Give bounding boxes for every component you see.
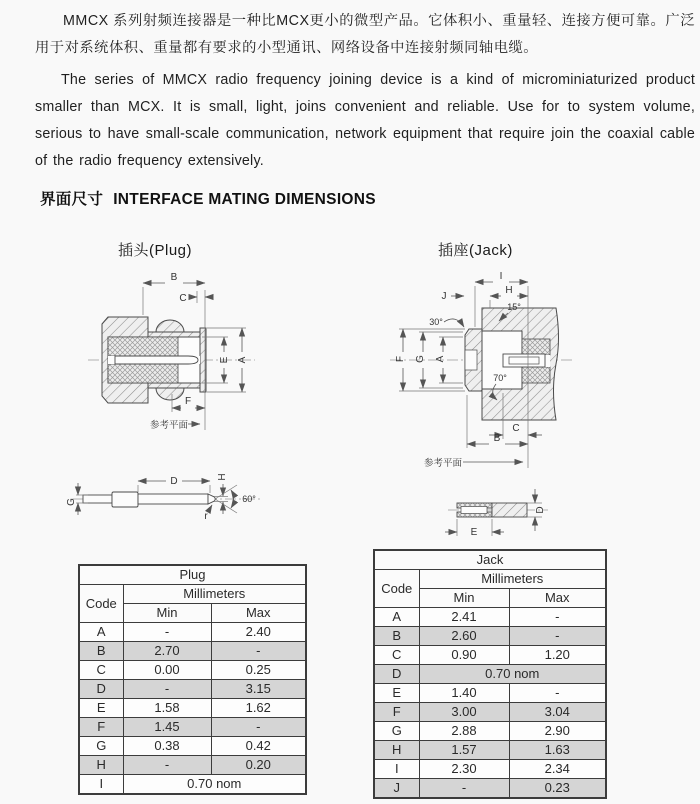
jack-table-row-B xyxy=(374,627,606,646)
max-cell: 3.04 xyxy=(509,703,606,722)
pin-dim-label-g: G xyxy=(66,498,77,506)
code-cell: D xyxy=(79,680,123,699)
max-cell: 1.62 xyxy=(211,699,306,718)
plug-unit-header: Millimeters xyxy=(123,585,306,604)
jack-dim-label-j: J xyxy=(441,291,447,302)
jack-angle-label-30: 30° xyxy=(429,317,443,327)
jack-detail-dim-label-e: E xyxy=(470,527,478,538)
code-cell: I xyxy=(374,760,419,779)
plug-table-row-C xyxy=(79,661,306,680)
jack-insulator-bottom xyxy=(522,367,550,383)
code-cell: F xyxy=(374,703,419,722)
max-cell: 0.42 xyxy=(211,737,306,756)
plug-reference-plane-label: 参考平面 xyxy=(150,420,189,431)
jack-max-header: Max xyxy=(509,589,606,608)
plug-body xyxy=(102,317,206,403)
code-cell: G xyxy=(79,737,123,756)
plug-dim-label-f: F xyxy=(184,396,192,407)
intro-paragraph-english: The series of MMCX radio frequency joining device is a kind of microminiaturized product smaller than MCX. It is small, light, joins convenient and reliable. Use for to system volume, serious to have small-scale communication, network equipment that require join the coaxial cable of the radio frequency extensively. xyxy=(35,72,695,169)
min-cell: 2.30 xyxy=(419,760,509,779)
code-cell: C xyxy=(79,661,123,680)
plug-table-row-I xyxy=(79,775,306,795)
min-cell: 1.40 xyxy=(419,684,509,703)
pin-angle-label-60: 60° xyxy=(242,494,256,504)
jack-dim-label-h: H xyxy=(505,285,513,296)
max-cell: - xyxy=(211,642,306,661)
jack-dim-label-b: B xyxy=(493,433,501,444)
max-cell: - xyxy=(211,718,306,737)
max-cell: 2.34 xyxy=(509,760,606,779)
code-cell: E xyxy=(79,699,123,718)
code-cell: B xyxy=(79,642,123,661)
plug-detent-bottom xyxy=(156,388,184,400)
min-cell: - xyxy=(123,756,211,775)
max-cell: 0.23 xyxy=(509,779,606,799)
jack-section-drawing xyxy=(390,271,572,469)
code-cell: C xyxy=(374,646,419,665)
plug-table-row-D xyxy=(79,680,306,699)
min-cell: - xyxy=(123,623,211,642)
code-cell: A xyxy=(374,608,419,627)
jack-table-row-I xyxy=(374,760,606,779)
plug-min-header: Min xyxy=(123,604,211,623)
pin-dim-label-d: D xyxy=(170,476,178,487)
plug-max-header: Max xyxy=(211,604,306,623)
jack-table-row-A xyxy=(374,608,606,627)
min-cell: 3.00 xyxy=(419,703,509,722)
plug-insulator-bottom xyxy=(108,364,178,383)
jack-contact-detail-drawing xyxy=(445,489,548,538)
jack-unit-header: Millimeters xyxy=(419,570,606,589)
max-cell: 2.40 xyxy=(211,623,306,642)
jack-angle-label-15: 15° xyxy=(507,302,521,312)
code-cell: A xyxy=(79,623,123,642)
jack-dim-label-g: G xyxy=(415,355,426,363)
span-value-cell: 0.70 nom xyxy=(123,775,306,795)
jack-table-row-H xyxy=(374,741,606,760)
jack-detail-dim-label-d: D xyxy=(535,506,546,514)
min-cell: 0.00 xyxy=(123,661,211,680)
jack-contact-bore xyxy=(509,357,539,364)
min-cell: 2.60 xyxy=(419,627,509,646)
plug-table-row-H xyxy=(79,756,306,775)
jack-front-bore xyxy=(465,350,477,370)
jack-code-header: Code xyxy=(374,570,419,608)
section-heading-cn: 界面尺寸 xyxy=(40,191,104,208)
min-cell: 2.70 xyxy=(123,642,211,661)
max-cell: 1.63 xyxy=(509,741,606,760)
max-cell: - xyxy=(509,684,606,703)
plug-table-row-B xyxy=(79,642,306,661)
min-cell: 1.57 xyxy=(419,741,509,760)
min-cell: 1.45 xyxy=(123,718,211,737)
plug-drawing-caption: 插头(Plug) xyxy=(118,242,193,259)
min-cell: 0.90 xyxy=(419,646,509,665)
jack-detail-slot xyxy=(461,507,487,514)
code-cell: H xyxy=(79,756,123,775)
plug-table-title: Plug xyxy=(79,565,306,585)
jack-dim-label-i: I xyxy=(499,271,503,282)
code-cell: B xyxy=(374,627,419,646)
max-cell: 3.15 xyxy=(211,680,306,699)
plug-table-body xyxy=(79,623,306,795)
pin-body xyxy=(83,492,215,507)
plug-code-header: Code xyxy=(79,585,123,623)
code-cell: E xyxy=(374,684,419,703)
pin-dim-label-h: H xyxy=(217,473,228,481)
jack-body xyxy=(465,308,559,420)
jack-table-row-D xyxy=(374,665,606,684)
jack-drawing-caption: 插座(Jack) xyxy=(438,242,513,259)
jack-table xyxy=(373,549,607,799)
plug-table-row-F xyxy=(79,718,306,737)
plug-section-drawing xyxy=(88,272,255,431)
plug-table-row-G xyxy=(79,737,306,756)
pin-tip xyxy=(208,494,215,504)
code-cell: J xyxy=(374,779,419,799)
jack-reference-plane-label: 参考平面 xyxy=(424,458,463,469)
plug-pin-drawing xyxy=(66,473,262,522)
plug-center-pin xyxy=(115,356,198,364)
jack-min-header: Min xyxy=(419,589,509,608)
plug-dim-label-b: B xyxy=(170,272,178,283)
plug-table-row-A xyxy=(79,623,306,642)
plug-detent-top xyxy=(156,320,184,332)
jack-detail-body xyxy=(457,503,527,517)
plug-table xyxy=(78,564,307,795)
max-cell: 0.20 xyxy=(211,756,306,775)
max-cell: - xyxy=(509,627,606,646)
jack-table-body xyxy=(374,608,606,799)
jack-dim-label-a: A xyxy=(435,355,446,363)
code-cell: F xyxy=(79,718,123,737)
min-cell: 2.41 xyxy=(419,608,509,627)
code-cell: G xyxy=(374,722,419,741)
max-cell: 2.90 xyxy=(509,722,606,741)
plug-dim-label-c: C xyxy=(179,293,187,304)
intro-paragraph-chinese: MMCX 系列射频连接器是一种比MCX更小的微型产品。它体积小、重量轻、连接方便可靠。广泛用于对系统体积、重量都有要求的小型通讯、网络设备中连接射频同轴电缆。 xyxy=(35,13,695,56)
code-cell: H xyxy=(374,741,419,760)
max-cell: 0.25 xyxy=(211,661,306,680)
plug-dim-label-a: A xyxy=(237,356,248,364)
jack-table-row-E xyxy=(374,684,606,703)
jack-dim-label-f: F xyxy=(395,355,406,363)
span-value-cell: 0.70 nom xyxy=(419,665,606,684)
min-cell: - xyxy=(419,779,509,799)
jack-table-row-C xyxy=(374,646,606,665)
plug-table-row-E xyxy=(79,699,306,718)
code-cell: D xyxy=(374,665,419,684)
code-cell: I xyxy=(79,775,123,795)
jack-table-row-F xyxy=(374,703,606,722)
max-cell: - xyxy=(509,608,606,627)
jack-dim-label-c: C xyxy=(512,423,520,434)
min-cell: 2.88 xyxy=(419,722,509,741)
jack-table-row-J xyxy=(374,779,606,799)
jack-table-row-G xyxy=(374,722,606,741)
section-heading-en: INTERFACE MATING DIMENSIONS xyxy=(113,191,376,208)
jack-insulator-top xyxy=(522,339,550,355)
plug-insulator-top xyxy=(108,337,178,356)
min-cell: 0.38 xyxy=(123,737,211,756)
min-cell: - xyxy=(123,680,211,699)
jack-table-title: Jack xyxy=(374,550,606,570)
pin-dim-label-r: r xyxy=(204,511,208,522)
min-cell: 1.58 xyxy=(123,699,211,718)
jack-angle-label-70: 70° xyxy=(493,373,507,383)
plug-dim-label-e: E xyxy=(219,356,230,364)
max-cell: 1.20 xyxy=(509,646,606,665)
